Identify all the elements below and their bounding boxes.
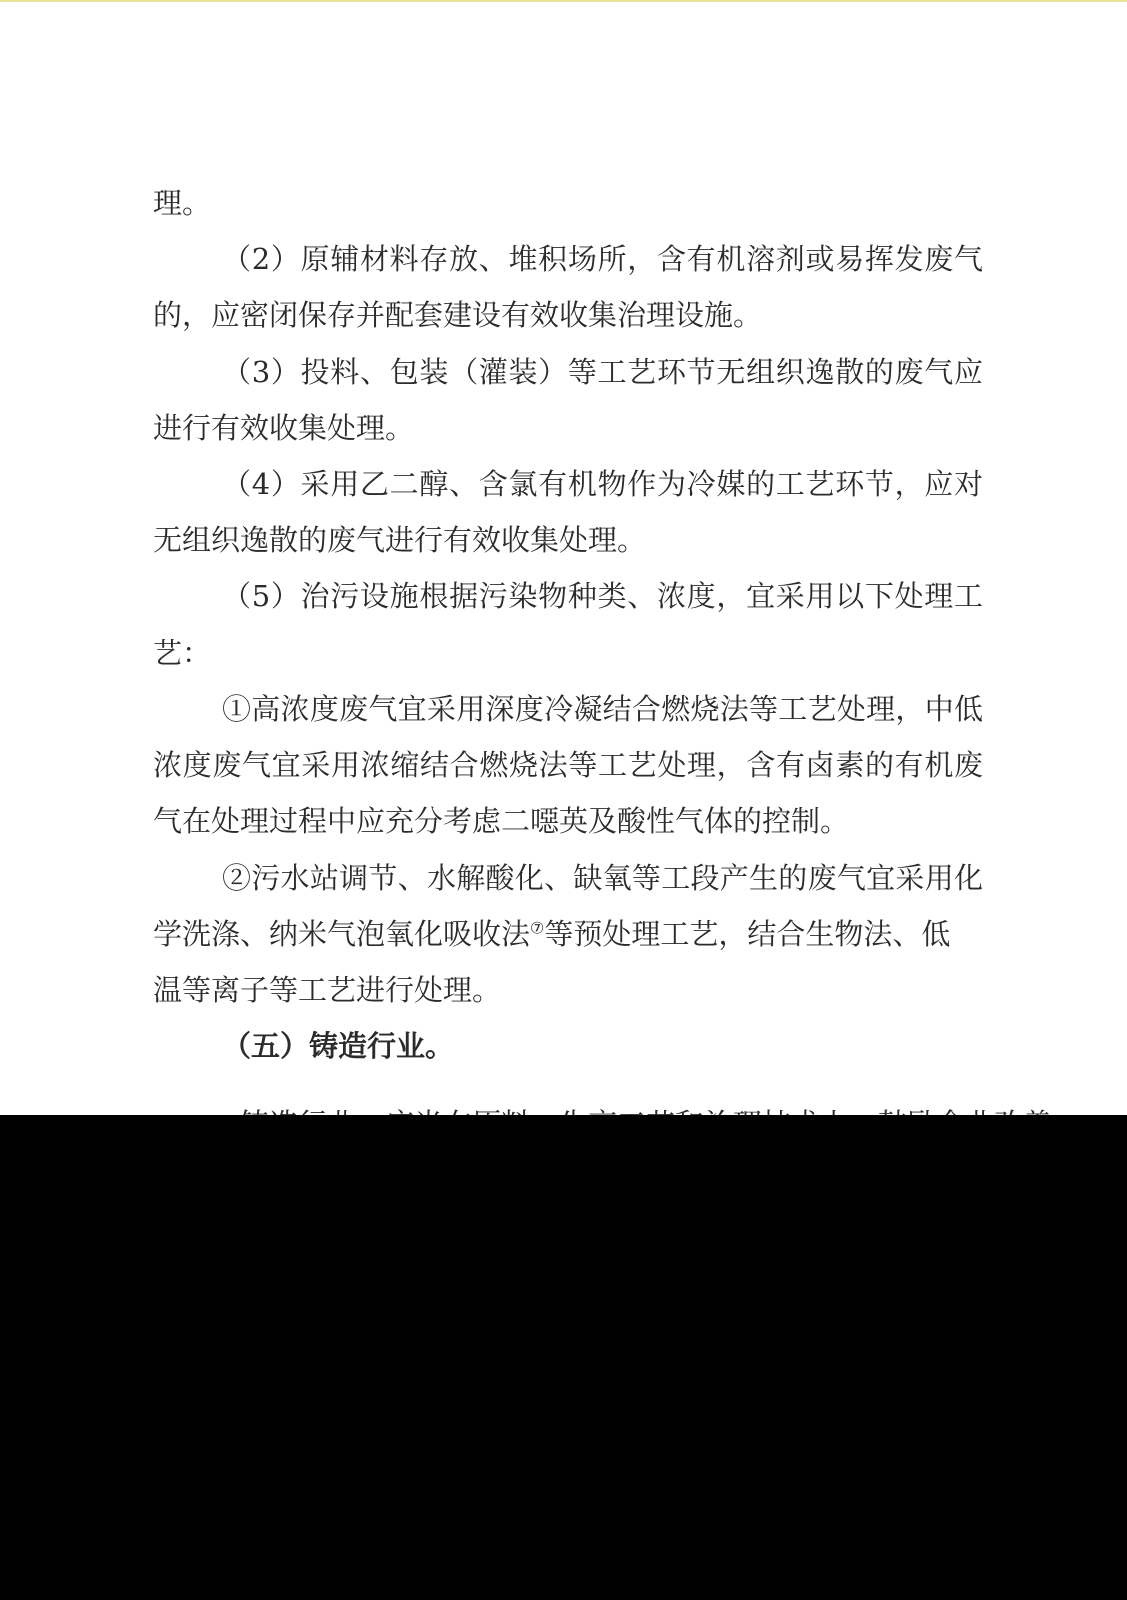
footnote-marker[interactable]: ⑦ bbox=[530, 918, 545, 938]
paragraph-line: （3）投料、包装（灌装）等工艺环节无组织逸散的废气应 bbox=[222, 355, 983, 389]
paragraph-line: 无组织逸散的废气进行有效收集处理。 bbox=[153, 523, 647, 557]
paragraph-line: 的，应密闭保存并配套建设有效收集治理设施。 bbox=[153, 298, 763, 332]
top-edge-line bbox=[0, 0, 1127, 2]
paragraph-line: 进行有效收集处理。 bbox=[153, 411, 415, 445]
paragraph-line: （4）采用乙二醇、含氯有机物作为冷媒的工艺环节，应对 bbox=[222, 467, 983, 501]
paragraph-line: （2）原辅材料存放、堆积场所，含有机溶剂或易挥发废气 bbox=[222, 242, 983, 276]
paragraph-line: （5）治污设施根据污染物种类、浓度，宜采用以下处理工 bbox=[222, 579, 983, 613]
paragraph-line: ①高浓度废气宜采用深度冷凝结合燃烧法等工艺处理，中低 bbox=[222, 692, 983, 726]
paragraph-line: 温等离子等工艺进行处理。 bbox=[153, 973, 502, 1007]
clipped-partial-line bbox=[240, 1096, 980, 1115]
paragraph-line: 浓度废气宜采用浓缩结合燃烧法等工艺处理，含有卤素的有机废 bbox=[153, 748, 983, 782]
paragraph-line: 气在处理过程中应充分考虑二噁英及酸性气体的控制。 bbox=[153, 804, 850, 838]
paragraph-line: 艺： bbox=[153, 636, 212, 670]
line-text-before-footnote: 学洗涤、纳米气泡氧化吸收法 bbox=[153, 917, 531, 951]
section-heading: （五）铸造行业。 bbox=[222, 1029, 455, 1063]
paragraph-line: ②污水站调节、水解酸化、缺氧等工段产生的废气宜采用化 bbox=[222, 861, 983, 895]
line-text-after-footnote: 等预处理工艺，结合生物法、低 bbox=[544, 917, 951, 951]
black-redaction-area bbox=[0, 1115, 1127, 1600]
paragraph-line-with-footnote bbox=[153, 906, 983, 962]
paragraph-line: 理。 bbox=[153, 186, 212, 220]
